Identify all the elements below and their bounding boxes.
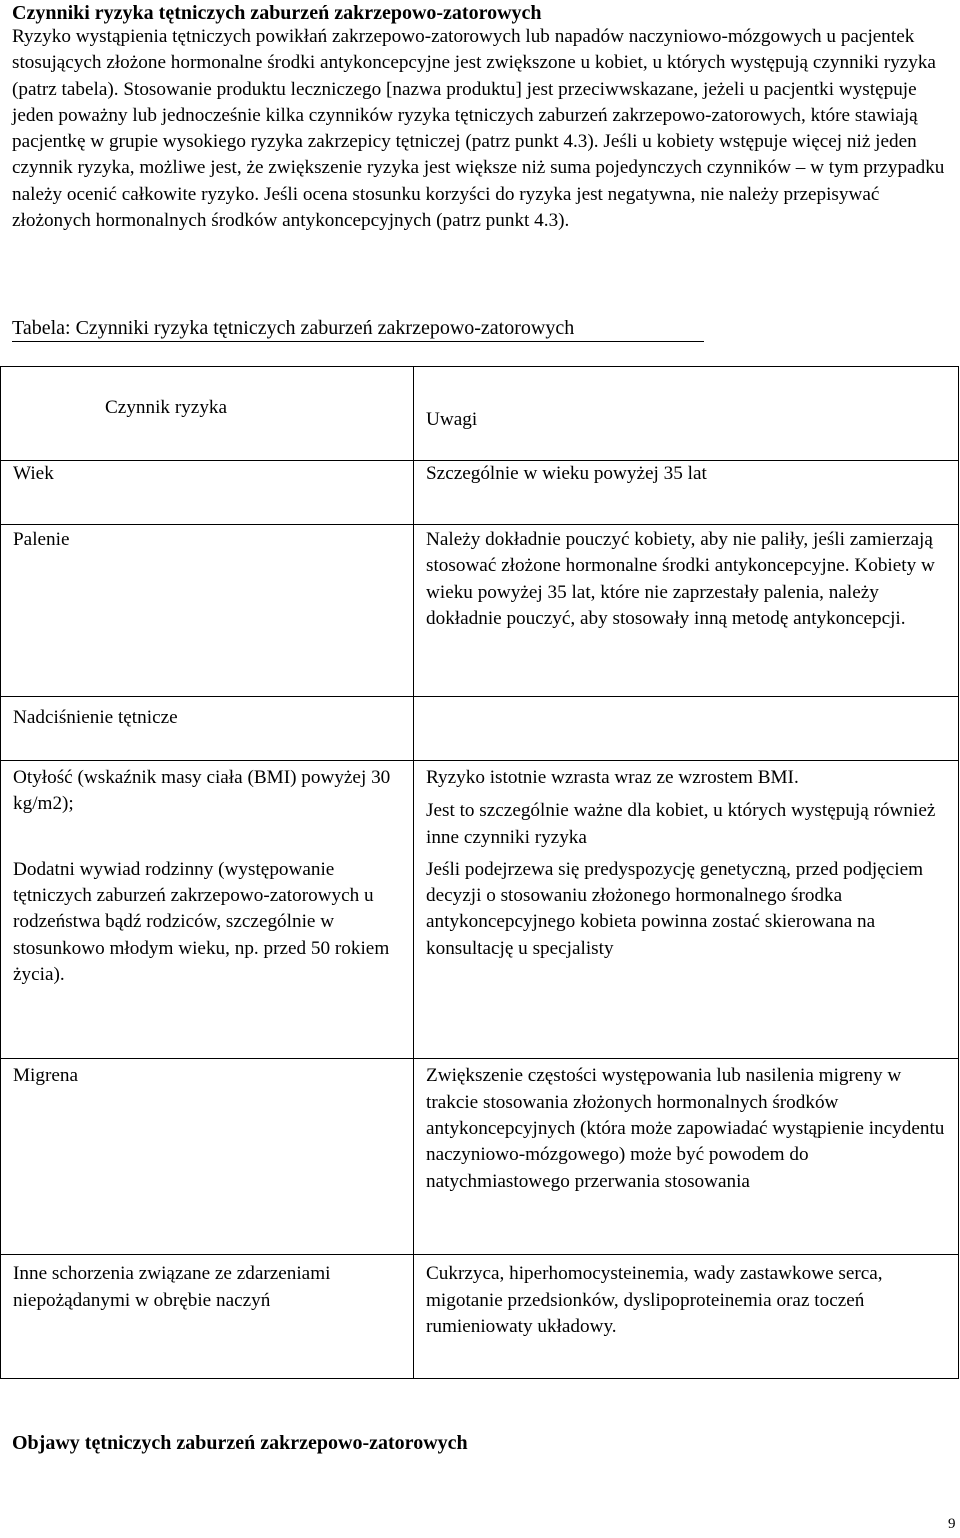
factor-cell — [1, 851, 414, 1059]
table-row — [1, 525, 959, 697]
factor-text: Nadciśnienie tętnicze — [13, 707, 178, 728]
factor-text: Wiek — [13, 463, 54, 484]
notes-text: Szczególnie w wieku powyżej 35 lat — [426, 463, 707, 484]
factor-text: Otyłość (wskaźnik masy ciała (BMI) powyżej 30 kg/m2); — [13, 767, 391, 815]
table-header-row — [1, 367, 959, 461]
notes-text: Cukrzyca, hiperhomocysteinemia, wady zastawkowe serca, migotanie przedsionków, dyslipoproteinemia oraz toczeń rumieniowaty układowy. — [426, 1263, 883, 1337]
notes-cell — [414, 697, 959, 761]
notes-cell — [414, 525, 959, 697]
notes-text: Jest to szczególnie ważne dla kobiet, u których występują również inne czynniki ryzyka — [426, 800, 936, 848]
section-heading: Czynniki ryzyka tętniczych zaburzeń zakrzepowo-zatorowych — [12, 2, 542, 24]
factor-cell — [1, 697, 414, 761]
factor-text: Migrena — [13, 1065, 79, 1087]
notes-cell — [414, 461, 959, 525]
table-row — [1, 1059, 959, 1255]
page-number: 9 — [948, 1516, 956, 1532]
intro-paragraph: Ryzyko wystąpienia tętniczych powikłań zakrzepowo-zatorowych lub napadów naczyniowo-mózgowych u pacjentek stosujących złożone hormonalne środki antykoncepcyjne jest zwiększone u kobiet, u których występują czynniki ryzyka (patrz tabela). Stosowanie produktu leczniczego [nazwa produktu] jest przeciwwskazane, jeżeli u pacjentki występuje jeden poważny lub jednocześnie kilka czynników ryzyka tętniczych zaburzeń zakrzepowo-zatorowych, które stawiają pacjentkę w grupie wysokiego ryzyka zakrzepicy tętniczej (patrz punkt 4.3). Jeśli u kobiety wstępuje więcej niż jeden czynnik ryzyka, możliwe jest, że zwiększenie ryzyka jest większe niż suma pojedynczych czynników – w tym przypadku należy ocenić całkowite ryzyko. Jeśli ocena stosunku korzyści do ryzyka jest negatywna, nie należy przepisywać złożonych hormonalnych środków antykoncepcyjnych (patrz punkt 4.3). — [12, 26, 945, 232]
header-notes-label: Uwagi — [426, 409, 478, 430]
factor-cell — [1, 525, 414, 697]
factor-text: Palenie — [13, 529, 70, 550]
risk-factor-table — [0, 366, 959, 1379]
factor-cell — [1, 761, 414, 851]
factor-text: Dodatni wywiad rodzinny (występowanie tętniczych zaburzeń zakrzepowo-zatorowych u rodzeństwa bądź rodziców, szczególnie w stosunkowo młodym wieku, np. przed 50 rokiem życia). — [13, 858, 390, 986]
table-row — [1, 851, 959, 1059]
table-row — [1, 697, 959, 761]
table-row — [1, 1255, 959, 1379]
notes-text: Ryzyko istotnie wzrasta wraz ze wzrostem BMI. — [426, 767, 799, 788]
factor-cell — [1, 461, 414, 525]
notes-text: Zwiększenie częstości występowania lub nasilenia migreny w trakcie stosowania złożonych hormonalnych środków antykoncepcyjnych (która może zapowiadać wystąpienie incydentu naczyniowo-mózgowego) może być powodem do natychmiastowego przerwania stosowania — [426, 1065, 945, 1192]
factor-cell — [1, 1255, 414, 1379]
table-row — [1, 461, 959, 525]
table-caption: Tabela: Czynniki ryzyka tętniczych zaburzeń zakrzepowo-zatorowych — [12, 317, 575, 339]
notes-text: Jeśli podejrzewa się predyspozycję genetyczną, przed podjęciem decyzji o stosowaniu złożonego hormonalnego środka antykoncepcyjnego kobieta powinna zostać skierowana na konsultację u specjalisty — [426, 858, 924, 959]
header-cell-factor — [1, 367, 414, 461]
header-factor-label: Czynnik ryzyka — [105, 397, 228, 418]
notes-cell — [414, 1255, 959, 1379]
notes-cell — [414, 761, 959, 851]
factor-cell — [1, 1059, 414, 1255]
notes-cell — [414, 1059, 959, 1255]
notes-text: Należy dokładnie pouczyć kobiety, aby nie paliły, jeśli zamierzają stosować złożone hormonalne środki antykoncepcyjne. Kobiety w wieku powyżej 35 lat, które nie zaprzestały palenia, należy dokładnie pouczyć, aby stosowały inną metodę antykoncepcji. — [426, 529, 935, 629]
table-row — [1, 761, 959, 851]
factor-text: Inne schorzenia związane ze zdarzeniami niepożądanymi w obrębie naczyń — [13, 1263, 331, 1311]
notes-cell — [414, 851, 959, 1059]
table-caption-underline — [12, 341, 704, 342]
header-cell-notes — [414, 367, 959, 461]
symptoms-heading: Objawy tętniczych zaburzeń zakrzepowo-zatorowych — [12, 1432, 468, 1454]
